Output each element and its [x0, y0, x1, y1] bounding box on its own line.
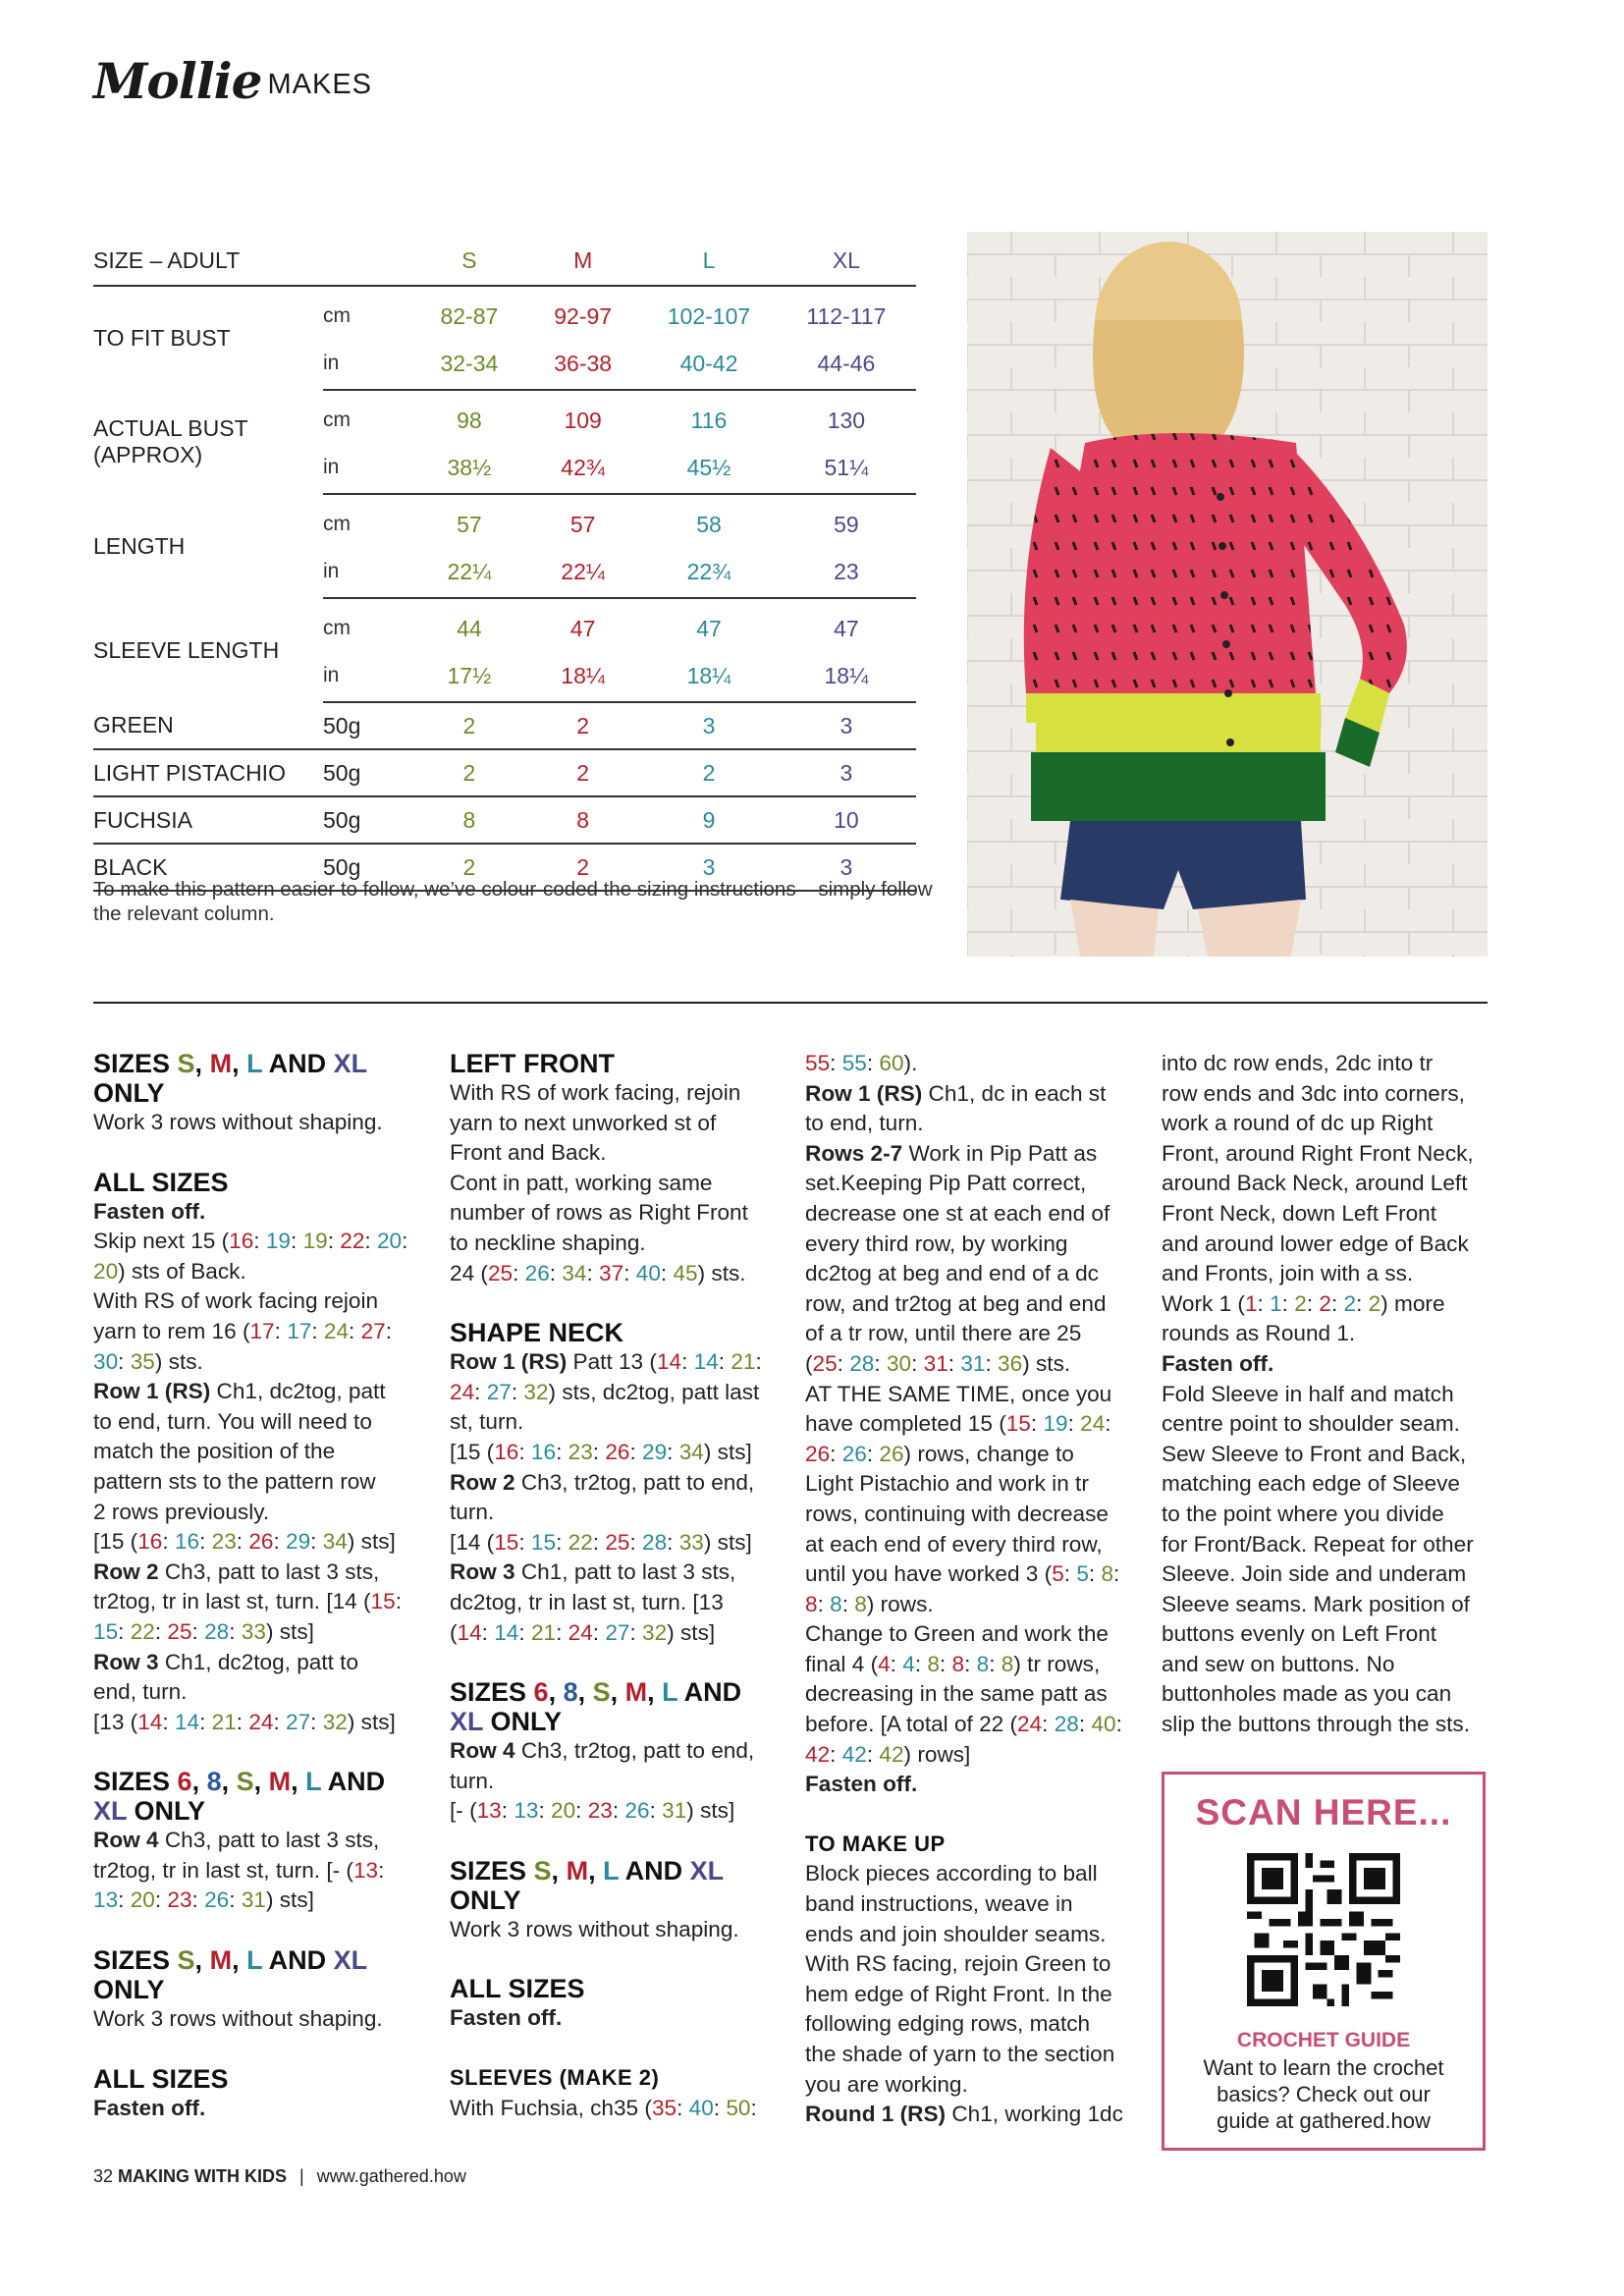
section-heading: SLEEVES (MAKE 2): [450, 2065, 660, 2091]
cardigan-illustration: [967, 232, 1488, 957]
footer-section: MAKING WITH KIDS: [118, 2166, 288, 2186]
footer-url[interactable]: www.gathered.how: [316, 2166, 466, 2186]
cell: 40-42: [641, 340, 777, 390]
cell: 22¾: [641, 548, 777, 598]
instruction: Row 2 Ch3, tr2tog, patt to end, turn. [14 (15: 15: 22: 25: 28: 33) sts]: [450, 1469, 755, 1555]
row-label: GREEN: [93, 702, 323, 749]
footer-separator: |: [299, 2166, 304, 2186]
cell: 2: [414, 702, 525, 749]
pattern-column-2: [450, 1049, 769, 2123]
qr-code[interactable]: [1247, 1853, 1400, 2006]
cell: 2: [524, 844, 641, 891]
cell: 32-34: [414, 340, 525, 390]
unit-cm: cm: [323, 617, 351, 639]
instruction: Rows 2-7 Work in Pip Patt as set.Keeping Pip Patt correct, decrease one st at each end of every third row, by working dc2tog at beg and end of a dc row, and tr2tog at beg and end of a tr row, until there are 25 (25: 28: 30: 31: 31: 36) sts. AT THE SAME TIME, once you have completed 15 (15: 19: 24: 26: 26: 26) rows, change to Light Pistachio and work in tr rows, continuing with decrease at each end of every third row, until you have worked 3 (5: 5: 8: 8: 8: 8) rows. Change to Green and work the final 4 (4: 4: 8: 8: 8: 8) tr rows, decreasing in the same patt as before. [A total of 22 (24: 28: 40: 42: 42: 42) rows]: [805, 1140, 1122, 1767]
size-l: L: [641, 236, 777, 286]
cell: 47: [569, 615, 596, 641]
section-heading: TO MAKE UP: [805, 1831, 946, 1856]
cell: 2: [524, 749, 641, 796]
instruction: Fold Sleeve in half and match centre point to shoulder seam. Sew Sleeve to Front and Back, matching each edge of Sleeve to the point where you divide for Front/Back. Repeat for other Sleeve. Join side and underam Sleeve seams. Mark position of buttons evenly on Left Front and sew on buttons. No buttonholes made as you can slip the buttons through the sts.: [1162, 1381, 1474, 1737]
crochet-guide-body: [1164, 2054, 1483, 2134]
section-heading: LEFT FRONT: [450, 1049, 615, 1078]
cell: 112-117: [806, 302, 887, 329]
section-heading: SIZES 6, 8, S, M, L AND XL ONLY: [93, 1767, 386, 1827]
unit-cm: cm: [323, 513, 351, 535]
scan-box: [1162, 1772, 1486, 2151]
unit-50g: 50g: [323, 844, 414, 891]
size-m: M: [524, 236, 641, 286]
size-xl: XL: [777, 236, 916, 286]
cell: 18¼: [777, 652, 916, 702]
row-label: BLACK: [93, 844, 323, 891]
cell: 44-46: [777, 340, 916, 390]
instruction: Row 1 (RS) Patt 13 (14: 14: 21: 24: 27: 32) sts, dc2tog, patt last st, turn. [15 (16: 16: 23: 26: 29: 34) sts]: [450, 1349, 762, 1464]
cell: 109: [564, 407, 602, 433]
cell: 8: [414, 796, 525, 844]
cell: 23: [777, 548, 916, 598]
cell: 38½: [414, 444, 525, 494]
cell: 102-107: [667, 302, 751, 329]
cell: 10: [777, 796, 916, 844]
size-heading: SIZE – ADULT: [93, 236, 323, 286]
cell: 47: [696, 615, 722, 641]
instruction: Fasten off.: [805, 1772, 918, 1797]
instruction: Block pieces according to ball band instructions, weave in ends and join shoulder seams. With RS facing, rejoin Green to hem edge of Right Front. In the following edging rows, match the shade of yarn to the section you are working. Round 1 (RS) Ch1, working 1dc: [805, 1861, 1123, 2127]
cell: 51¼: [777, 444, 916, 494]
cell: 2: [414, 749, 525, 796]
cell: 3: [777, 844, 916, 891]
unit-in: in: [323, 340, 414, 390]
instruction: Fasten off.: [450, 2005, 563, 2031]
section-heading: SIZES 6, 8, S, M, L AND XL ONLY: [450, 1677, 742, 1737]
row-label: LENGTH: [93, 532, 186, 559]
row-label: SLEEVE LENGTH: [93, 636, 280, 663]
cell: 57: [569, 511, 596, 537]
instruction: Work 3 rows without shaping.: [450, 1916, 739, 1941]
instruction: Work 3 rows without shaping.: [93, 2006, 383, 2032]
pattern-column-1: [93, 1049, 412, 2123]
unit-50g: 50g: [323, 796, 414, 844]
brand-logo: [93, 52, 373, 110]
scan-title: SCAN HERE...: [1195, 1792, 1452, 1832]
instruction: Row 4 Ch3, tr2tog, patt to end, turn. [- (13: 13: 20: 23: 26: 31) sts]: [450, 1738, 755, 1824]
section-heading: SIZES S, M, L AND XL ONLY: [93, 1049, 368, 1108]
instruction: into dc row ends, 2dc into tr row ends and 3dc into corners, work a round of dc up Right Front, around Right Front Neck, around Back Neck, around Left Front Neck, down Left Front and around lower edge of Back and Fronts, join with a ss. Work 1 (1: 1: 2: 2: 2: 2) more rounds as Round 1.: [1162, 1051, 1474, 1346]
crochet-guide-title: CROCHET GUIDE: [1236, 2029, 1411, 2051]
row-label-line1: ACTUAL BUST: [93, 415, 248, 441]
unit-in: in: [323, 652, 414, 702]
cell: 98: [457, 407, 482, 433]
cell: 3: [641, 844, 777, 891]
section-heading: SIZES S, M, L AND XL ONLY: [450, 1855, 725, 1915]
instruction: With Fuchsia, ch35 (35: 40: 50:: [450, 2095, 757, 2120]
cardigan-photo: [967, 232, 1488, 957]
cell: 130: [827, 407, 866, 433]
unit-cm: cm: [323, 304, 351, 327]
brand-makes: MAKES: [267, 69, 373, 100]
instruction: Row 1 (RS) Ch1, dc in each st to end, turn.: [805, 1080, 1107, 1136]
instruction: Skip next 15 (16: 19: 19: 22: 20: 20) sts of Back. With RS of work facing rejoin yarn to rem 16 (17: 17: 24: 27: 30: 35) sts.: [93, 1229, 408, 1374]
size-table: [93, 236, 916, 892]
table-note: To make this pattern easier to follow, we’ve colour-coded the sizing instructions – simply follow the relevant column.: [93, 878, 933, 925]
cell: 3: [777, 702, 916, 749]
row-label: LIGHT PISTACHIO: [93, 749, 323, 796]
cell: 2: [524, 702, 641, 749]
instruction: Row 1 (RS) Ch1, dc2tog, patt to end, turn. You will need to match the position of the pattern sts to the pattern row 2 rows previously. [15 (16: 16: 23: 26: 29: 34) sts]: [93, 1379, 396, 1555]
unit-in: in: [323, 444, 414, 494]
cell: 45½: [641, 444, 777, 494]
table-row: [93, 494, 916, 548]
table-row: [93, 749, 916, 796]
section-heading: ALL SIZES: [93, 2063, 229, 2094]
instruction: Row 4 Ch3, patt to last 3 sts, tr2tog, tr in last st, turn. [- (13: 13: 20: 23: 26: 31) sts]: [93, 1828, 385, 1913]
section-heading: SHAPE NECK: [450, 1318, 624, 1348]
unit-50g: 50g: [323, 749, 414, 796]
cell: 22¼: [524, 548, 641, 598]
section-heading: SIZES S, M, L AND XL ONLY: [93, 1945, 368, 2005]
cell: 92-97: [554, 302, 613, 329]
instruction: Row 3 Ch1, dc2tog, patt to end, turn. [13 (14: 14: 21: 24: 27: 32) sts]: [93, 1649, 396, 1734]
row-label-line2: (APPROX): [93, 442, 203, 467]
row-label: [93, 390, 323, 494]
instruction: With RS of work facing, rejoin yarn to next unworked st of Front and Back. Cont in patt, working same number of rows as Right Front to neckline shaping. 24 (25: 26: 34: 37: 40: 45) sts.: [450, 1080, 748, 1285]
cell: 57: [457, 511, 482, 537]
cell: 9: [641, 796, 777, 844]
cell: 22¼: [414, 548, 525, 598]
section-heading: ALL SIZES: [450, 1974, 585, 2004]
instruction: Row 2 Ch3, patt to last 3 sts, tr2tog, tr in last st, turn. [14 (15: 15: 22: 25: 28: 33) sts]: [93, 1558, 402, 1644]
cell: 3: [641, 702, 777, 749]
unit-cm: cm: [323, 409, 351, 431]
cell: 47: [834, 615, 859, 641]
row-label: FUCHSIA: [93, 796, 323, 844]
cell: 8: [524, 796, 641, 844]
guide-line: guide at gathered.how: [1217, 2108, 1431, 2133]
guide-line: Want to learn the crochet: [1203, 2055, 1444, 2080]
row-label: TO FIT BUST: [93, 325, 231, 351]
cell: 58: [696, 511, 722, 537]
table-row: [93, 702, 916, 749]
instruction: Fasten off.: [93, 1198, 206, 1224]
cell: 82-87: [440, 302, 499, 329]
unit-50g: 50g: [323, 702, 414, 749]
cell: 36-38: [524, 340, 641, 390]
instruction: Fasten off.: [1162, 1350, 1274, 1376]
instruction: Fasten off.: [93, 2095, 206, 2120]
cell: 116: [690, 407, 728, 433]
cell: 18¼: [524, 652, 641, 702]
instruction: 55: 55: 60).: [805, 1051, 918, 1075]
page-number: 32: [93, 2166, 114, 2186]
table-row: [93, 286, 916, 340]
pattern-column-4: [1162, 1049, 1481, 1740]
cell: 59: [834, 511, 859, 537]
section-heading: ALL SIZES: [93, 1167, 229, 1197]
cell: 2: [641, 749, 777, 796]
cell: 3: [777, 749, 916, 796]
cell: 44: [457, 615, 482, 641]
table-row: [93, 390, 916, 444]
brand-script: Mollie: [93, 52, 262, 110]
cell: 18¼: [641, 652, 777, 702]
pattern-column-3: [805, 1049, 1124, 2130]
cell: 17½: [414, 652, 525, 702]
unit-in: in: [323, 548, 414, 598]
table-row: [93, 598, 916, 652]
guide-line: basics? Check out our: [1217, 2082, 1431, 2106]
cell: 2: [414, 844, 525, 891]
instruction: Row 3 Ch1, patt to last 3 sts, dc2tog, tr in last st, turn. [13 (14: 14: 21: 24: 27: 32) sts]: [450, 1559, 736, 1645]
size-s: S: [414, 236, 525, 286]
cell: 42¾: [524, 444, 641, 494]
table-row: [93, 796, 916, 844]
instruction: Work 3 rows without shaping.: [93, 1110, 383, 1134]
divider: [93, 1002, 1488, 1004]
size-header-row: [93, 236, 916, 286]
page-footer: [93, 2166, 466, 2187]
